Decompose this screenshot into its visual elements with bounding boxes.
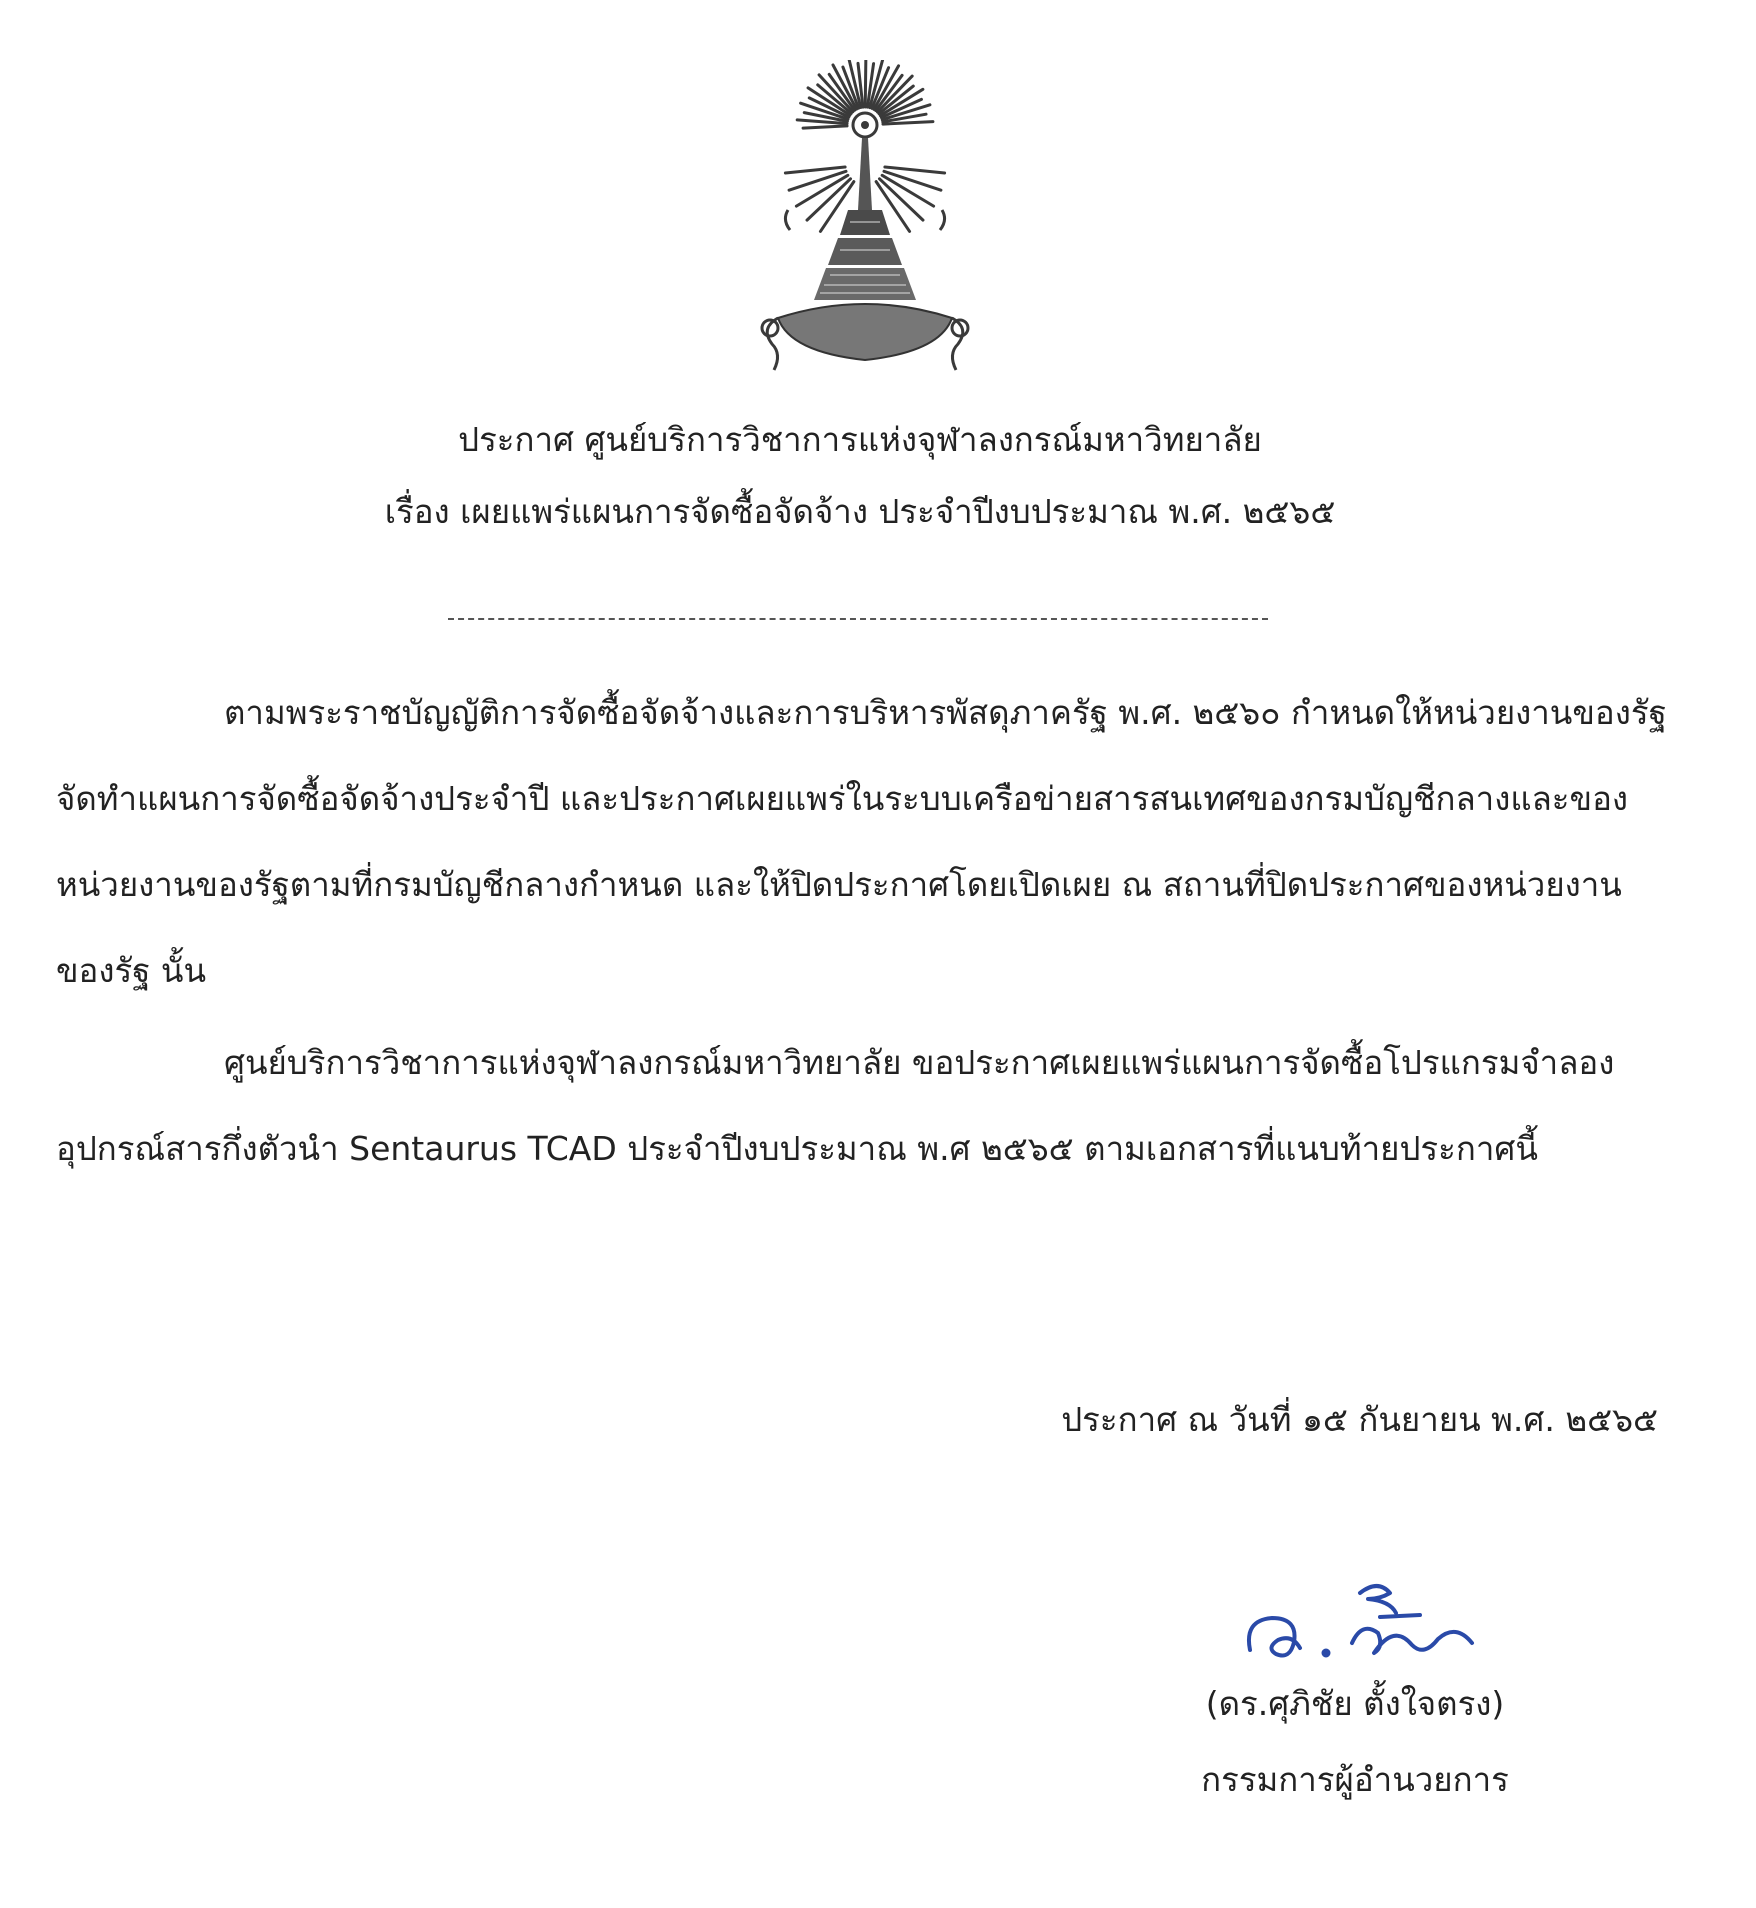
paragraph-line: ตามพระราชบัญญัติการจัดซื้อจัดจ้างและการบริหารพัสดุภาครัฐ พ.ศ. ๒๕๖๐ กำหนดให้หน่วยงานของรัฐ [224,693,1667,732]
signer-position: กรรมการผู้อำนวยการ [1201,1760,1509,1799]
paragraph-line: จัดทำแผนการจัดซื้อจัดจ้างประจำปี และประกาศเผยแพร่ในระบบเครือข่ายสารสนเทศของกรมบัญชีกลางและของ [56,779,1629,818]
paragraph-line: อุปกรณ์สารกึ่งตัวนำ Sentaurus TCAD ประจำปีงบประมาณ พ.ศ ๒๕๖๕ ตามเอกสารที่แนบท้ายประกาศนี้ [56,1129,1538,1168]
announcement-title: ประกาศ ศูนย์บริการวิชาการแห่งจุฬาลงกรณ์มหาวิทยาลัย [458,420,1262,459]
dashed-divider [448,618,1268,620]
signature-image [1230,1555,1510,1675]
paragraph-legal-basis [56,670,1676,1014]
paragraph-line: ของรัฐ นั้น [56,951,207,990]
announcement-subject: เรื่อง เผยแพร่แผนการจัดซื้อจัดจ้าง ประจำปีงบประมาณ พ.ศ. ๒๕๖๕ [384,492,1336,531]
paragraph-line: หน่วยงานของรัฐตามที่กรมบัญชีกลางกำหนด และให้ปิดประกาศโดยเปิดเผย ณ สถานที่ปิดประกาศของหน่วยงาน [56,865,1622,904]
paragraph-announcement [56,1020,1676,1192]
phra-kieo-emblem-icon [750,60,980,380]
signer-name: (ดร.ศุภิชัย ตั้งใจตรง) [1205,1684,1505,1723]
announcement-date: ประกาศ ณ วันที่ ๑๕ กันยายน พ.ศ. ๒๕๖๕ [1061,1400,1658,1439]
paragraph-line: ศูนย์บริการวิชาการแห่งจุฬาลงกรณ์มหาวิทยาลัย ขอประกาศเผยแพร่แผนการจัดซื้อโปรแกรมจำลอง [224,1043,1615,1082]
